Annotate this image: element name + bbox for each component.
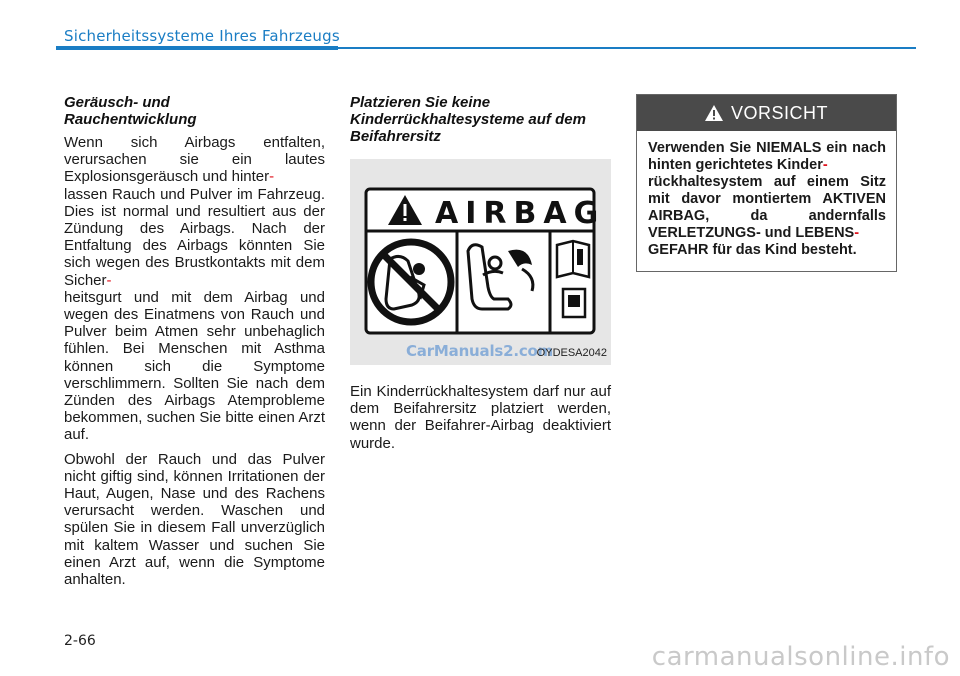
- middle-column: [350, 94, 611, 459]
- left-column: [64, 94, 325, 595]
- airbag-warning-label-figure: [350, 159, 611, 365]
- figure-watermark: CarManuals2.com: [406, 342, 554, 360]
- caution-title: VORSICHT: [730, 102, 828, 123]
- site-watermark: carmanualsonline.info: [651, 642, 950, 672]
- paragraph-child-seat: Ein Kinderrückhaltesystem darf nur auf dem Beifahrersitz platziert werden, wenn der Beifahrer-Airbag deaktiviert wurde.: [350, 383, 611, 452]
- warning-icon: [705, 105, 723, 121]
- paragraph-irritation: Obwohl der Rauch und das Pulver nicht giftig sind, können Irritationen der Haut, Augen, Nase und des Rachens verursacht werden. Waschen und spülen Sie in diesem Fall unverzüglich mit kaltem Wasser und suchen Sie einen Arzt auf, wenn die Symptome anhalten.: [64, 450, 325, 589]
- airbag-label-text: AIRBAG: [435, 196, 606, 231]
- header-rule-accent: [56, 46, 338, 50]
- airbag-label-illustration: [350, 159, 611, 365]
- section-heading-child-seat: Platzieren Sie keine Kinderrückhaltesysteme auf dem Beifahrersitz: [350, 94, 586, 145]
- header-title: Sicherheitssysteme Ihres Fahrzeugs: [64, 27, 340, 45]
- page-number: 2-66: [64, 633, 96, 649]
- paragraph-noise: Wenn sich Airbags entfalten, verursachen sie ein lautes Explosionsgeräusch und hinter- lassen Rauch und Pulver im Fahrzeug. Dies ist normal und resultiert aus der Zündung des Airbags. Nach der Entfaltung des Airbags könnten Sie sich wegen des Brustkontakts mit dem Sicher- heitsgurt und mit dem Airbag und wegen des Einatmens von Rauch und Pulver beim Atmen sehr unbehaglich fühlen. Bei Menschen mit Asthma können sich die Symptome verschlimmern. Sollten Sie nach dem Zünden des Airbags Atemprobleme bekommen, suchen Sie bitte einen Arzt auf.: [64, 134, 325, 444]
- figure-code: OYDESA2042: [536, 347, 607, 359]
- caution-box: [636, 94, 897, 272]
- section-heading-noise: Geräusch- und Rauchentwicklung: [64, 94, 197, 128]
- caution-header: [637, 95, 896, 131]
- caution-text: Verwenden Sie NIEMALS ein nach hinten gerichtetes Kinder- rückhaltesystem auf einem Sitz mit davor montiertem AKTIVEN AIRBAG, da andernfalls VERLETZUNGS- und LEBENS- GEFAHR für das Kind besteht.: [648, 140, 886, 258]
- no-child-seat-icon: [371, 242, 451, 322]
